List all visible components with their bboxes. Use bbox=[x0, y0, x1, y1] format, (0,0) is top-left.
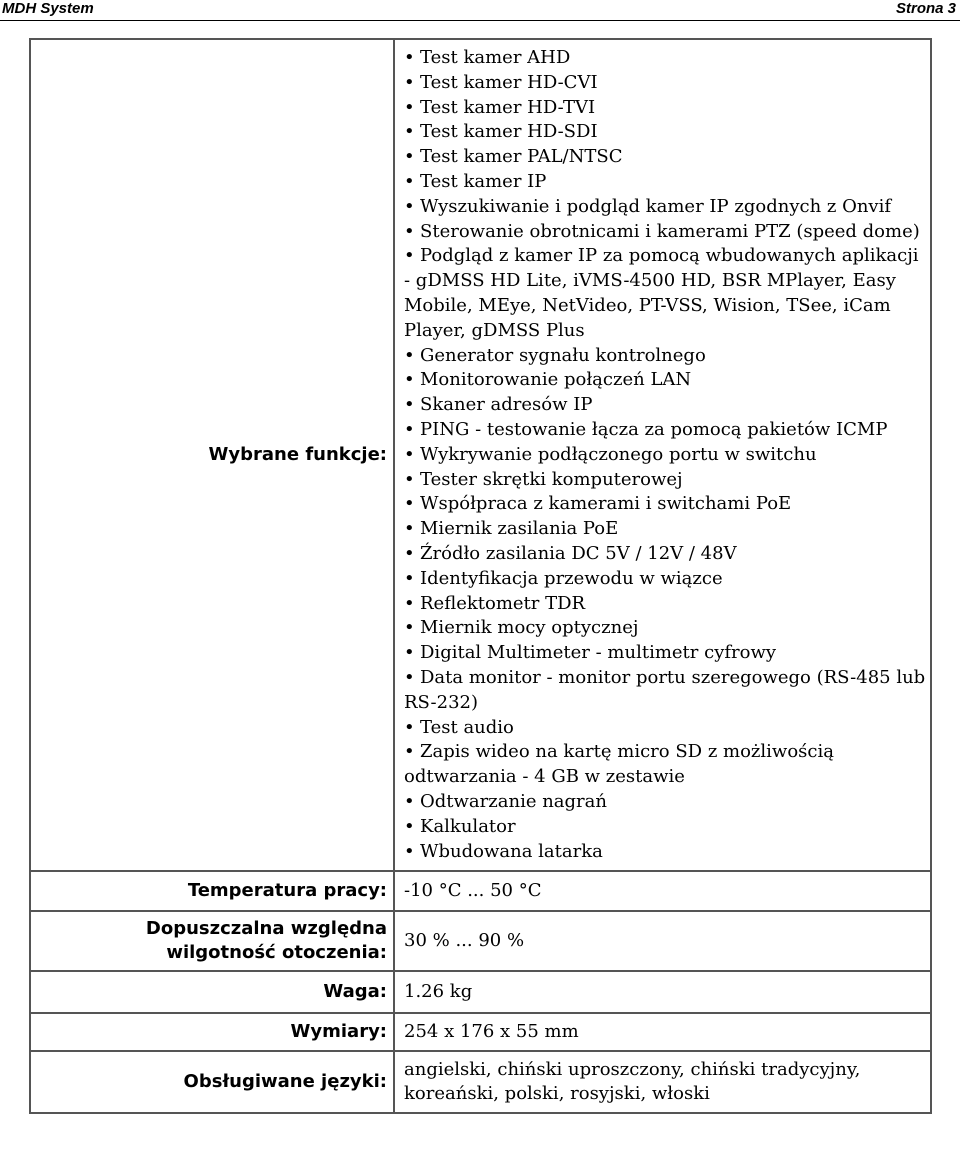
bullet-icon: • bbox=[404, 394, 415, 416]
feature-text: Kalkulator bbox=[420, 815, 516, 837]
feature-text: Odtwarzanie nagrań bbox=[420, 790, 607, 812]
weight-label: Waga: bbox=[30, 971, 394, 1013]
feature-list-item bbox=[404, 542, 930, 567]
humidity-value: 30 % ... 90 % bbox=[394, 911, 931, 971]
temperature-value: -10 °C ... 50 °C bbox=[394, 871, 931, 911]
feature-text: Digital Multimeter - multimetr cyfrowy bbox=[420, 642, 777, 664]
feature-list-item bbox=[404, 145, 930, 170]
feature-text: Test audio bbox=[420, 716, 514, 738]
bullet-icon: • bbox=[404, 418, 415, 440]
feature-text: Miernik mocy optycznej bbox=[420, 617, 639, 639]
feature-text: Test kamer AHD bbox=[420, 47, 571, 68]
bullet-icon: • bbox=[404, 96, 415, 118]
dimensions-row bbox=[30, 1013, 931, 1051]
feature-list bbox=[404, 40, 930, 870]
bullet-icon: • bbox=[404, 468, 415, 490]
bullet-icon: • bbox=[404, 642, 415, 664]
features-label: Wybrane funkcje: bbox=[30, 39, 394, 871]
feature-list-item bbox=[404, 716, 930, 741]
bullet-icon: • bbox=[404, 195, 415, 217]
feature-text: Miernik zasilania PoE bbox=[420, 518, 619, 540]
bullet-icon: • bbox=[404, 369, 415, 391]
feature-text: Test kamer HD-CVI bbox=[420, 71, 598, 93]
feature-list-item bbox=[404, 220, 930, 245]
features-row bbox=[30, 39, 931, 871]
bullet-icon: • bbox=[404, 617, 415, 639]
dimensions-value: 254 x 176 x 55 mm bbox=[394, 1013, 931, 1051]
feature-list-item bbox=[404, 790, 930, 815]
feature-list-item bbox=[404, 244, 930, 343]
feature-list-item bbox=[404, 96, 930, 121]
spec-table bbox=[29, 38, 932, 1114]
languages-value: angielski, chiński uproszczony, chiński tradycyjny, koreański, polski, rosyjski, włoski bbox=[394, 1051, 931, 1113]
bullet-icon: • bbox=[404, 741, 415, 763]
feature-list-item bbox=[404, 616, 930, 641]
feature-list-item bbox=[404, 492, 930, 517]
bullet-icon: • bbox=[404, 592, 415, 614]
weight-row bbox=[30, 971, 931, 1013]
languages-label: Obsługiwane języki: bbox=[30, 1051, 394, 1113]
feature-list-item bbox=[404, 443, 930, 468]
feature-list-item bbox=[404, 641, 930, 666]
feature-text: Sterowanie obrotnicami i kamerami PTZ (speed dome) bbox=[420, 220, 920, 242]
temperature-row bbox=[30, 871, 931, 911]
bullet-icon: • bbox=[404, 146, 415, 168]
feature-list-item bbox=[404, 567, 930, 592]
feature-list-item bbox=[404, 46, 930, 71]
feature-list-item bbox=[404, 517, 930, 542]
feature-list-item bbox=[404, 840, 930, 865]
feature-list-item bbox=[404, 740, 930, 790]
feature-list-item bbox=[404, 120, 930, 145]
feature-text: Współpraca z kamerami i switchami PoE bbox=[420, 493, 792, 515]
feature-text: PING - testowanie łącza za pomocą pakietów ICMP bbox=[420, 418, 888, 440]
feature-list-item bbox=[404, 468, 930, 493]
bullet-icon: • bbox=[404, 493, 415, 515]
feature-list-item bbox=[404, 666, 930, 716]
feature-list-item bbox=[404, 71, 930, 96]
feature-list-item bbox=[404, 418, 930, 443]
feature-text: Identyfikacja przewodu w wiązce bbox=[420, 567, 723, 589]
page-header bbox=[0, 0, 960, 21]
bullet-icon: • bbox=[404, 518, 415, 540]
humidity-label-line2: wilgotność otoczenia: bbox=[166, 942, 387, 964]
bullet-icon: • bbox=[404, 567, 415, 589]
bullet-icon: • bbox=[404, 542, 415, 564]
feature-text: Test kamer HD-TVI bbox=[420, 96, 596, 118]
bullet-icon: • bbox=[404, 815, 415, 837]
feature-list-item bbox=[404, 170, 930, 195]
feature-text: Test kamer IP bbox=[420, 170, 547, 192]
languages-row bbox=[30, 1051, 931, 1113]
feature-text: Test kamer HD-SDI bbox=[420, 121, 598, 143]
bullet-icon: • bbox=[404, 71, 415, 93]
feature-text: Monitorowanie połączeń LAN bbox=[420, 369, 692, 391]
bullet-icon: • bbox=[404, 47, 415, 68]
feature-text: Test kamer PAL/NTSC bbox=[420, 146, 623, 168]
feature-text: Wbudowana latarka bbox=[420, 840, 603, 862]
bullet-icon: • bbox=[404, 220, 415, 242]
bullet-icon: • bbox=[404, 840, 415, 862]
feature-text: Podgląd z kamer IP za pomocą wbudowanych aplikacji - gDMSS HD Lite, iVMS-4500 HD, BSR MPlayer, Easy Mobile, MEye, NetVideo, PT-VSS, Wision, TSee, iCam Player, gDMSS Plus bbox=[404, 245, 919, 341]
feature-list-item bbox=[404, 592, 930, 617]
dimensions-label: Wymiary: bbox=[30, 1013, 394, 1051]
humidity-row bbox=[30, 911, 931, 971]
feature-text: Tester skrętki komputerowej bbox=[420, 468, 683, 490]
temperature-label: Temperatura pracy: bbox=[30, 871, 394, 911]
document-title: MDH System bbox=[2, 0, 94, 17]
page-number: Strona 3 bbox=[895, 0, 956, 17]
bullet-icon: • bbox=[404, 790, 415, 812]
feature-list-item bbox=[404, 815, 930, 840]
feature-text: Wyszukiwanie i podgląd kamer IP zgodnych z Onvif bbox=[420, 195, 892, 217]
feature-text: Wykrywanie podłączonego portu w switchu bbox=[420, 443, 817, 465]
feature-text: Data monitor - monitor portu szeregowego (RS-485 lub RS-232) bbox=[404, 666, 926, 713]
feature-list-item bbox=[404, 195, 930, 220]
bullet-icon: • bbox=[404, 121, 415, 143]
humidity-label-line1: Dopuszczalna względna bbox=[145, 918, 387, 940]
bullet-icon: • bbox=[404, 245, 415, 267]
weight-value: 1.26 kg bbox=[394, 971, 931, 1013]
bullet-icon: • bbox=[404, 443, 415, 465]
feature-list-item bbox=[404, 368, 930, 393]
feature-list-item bbox=[404, 344, 930, 369]
feature-text: Generator sygnału kontrolnego bbox=[420, 344, 706, 366]
feature-list-item bbox=[404, 393, 930, 418]
bullet-icon: • bbox=[404, 344, 415, 366]
bullet-icon: • bbox=[404, 170, 415, 192]
bullet-icon: • bbox=[404, 716, 415, 738]
feature-text: Zapis wideo na kartę micro SD z możliwością odtwarzania - 4 GB w zestawie bbox=[404, 741, 834, 788]
feature-text: Reflektometr TDR bbox=[420, 592, 586, 614]
feature-text: Źródło zasilania DC 5V / 12V / 48V bbox=[420, 542, 737, 564]
features-value bbox=[394, 39, 931, 871]
feature-text: Skaner adresów IP bbox=[420, 394, 593, 416]
humidity-label bbox=[30, 911, 394, 971]
bullet-icon: • bbox=[404, 666, 415, 688]
